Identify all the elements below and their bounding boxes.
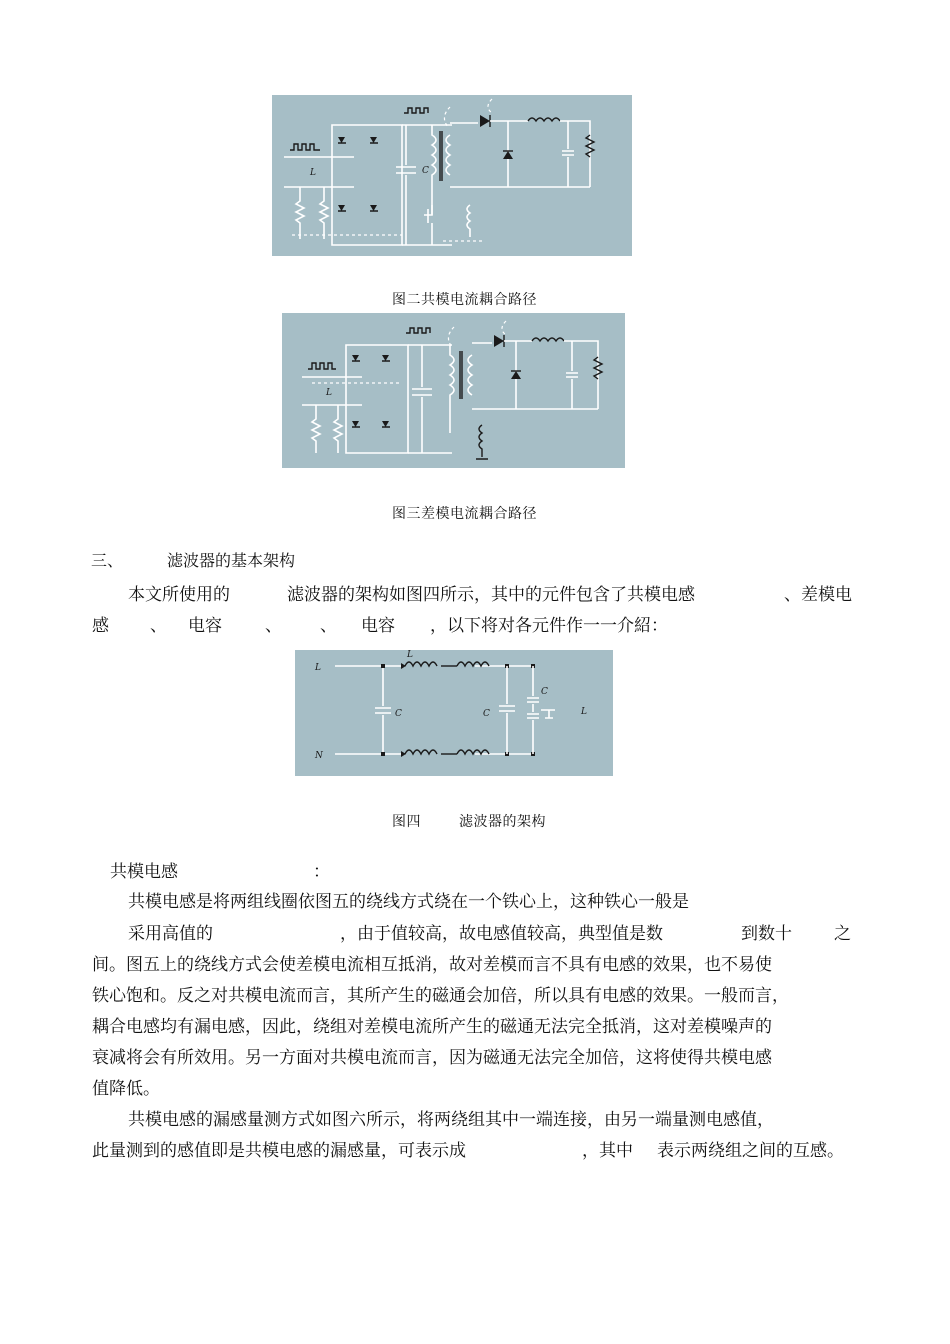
- cm-p2-line2-c: 表示两绕组之间的互感。: [657, 1141, 844, 1161]
- cm-p2-line2-a: 此量测到的感值即是共模电感的漏感量，可表示成: [92, 1141, 466, 1161]
- cm-p2-line1: 共模电感的漏感量测方式如图六所示，将两绕组其中一端连接，由另一端量测电感值，: [128, 1110, 774, 1130]
- label-load: L: [581, 707, 587, 717]
- para1-line2-g: ，以下将对各元件作一一介紹：: [430, 616, 668, 636]
- cm-p1-line3: 间。图五上的绕线方式会使差模电流相互抵消，故对差模而言不具有电感的效果，也不易使: [92, 955, 772, 975]
- label-lc: L: [407, 650, 413, 660]
- label-cx1: C: [395, 709, 402, 719]
- cm-p1-line2-c: 到数十: [741, 924, 792, 944]
- para1-line2-e: 、: [320, 616, 337, 636]
- figure-4-filter-circuit: [295, 650, 613, 776]
- cm-inductor-heading-colon: ：: [313, 862, 330, 882]
- label-cx2: C: [483, 709, 490, 719]
- para1-line2-c: 电容: [188, 616, 222, 636]
- para1-line2-b: 、: [150, 616, 167, 636]
- cm-p1-line1: 共模电感是将两组线圈依图五的绕线方式绕在一个铁心上，这种铁心一般是: [128, 892, 689, 912]
- para1-line2-d: 、: [265, 616, 282, 636]
- para1-line2-a: 感: [92, 616, 109, 636]
- label-cy: C: [541, 687, 548, 697]
- cm-p1-line5: 耦合电感均有漏电感，因此，绕组对差模电流所产生的磁通无法完全抵消，这对差模噪声的: [92, 1017, 772, 1037]
- section-title: 滤波器的基本架构: [167, 551, 296, 570]
- cm-p1-line2-b: ，由于值较高，故电感值较高，典型值是数: [340, 924, 663, 944]
- para1-line2-f: 电容: [361, 616, 395, 636]
- cm-p1-line4: 铁心饱和。反之对共模电流而言，其所产生的磁通会加倍，所以具有电感的效果。一般而言，: [92, 986, 789, 1006]
- label-c: C: [422, 166, 429, 176]
- cm-p1-line2-d: 之: [834, 924, 851, 944]
- figure-4-caption-suffix: 滤波器的架构: [459, 814, 546, 830]
- figure-3-circuit: [282, 313, 625, 468]
- label-lx: L: [310, 168, 316, 178]
- cm-inductor-heading: 共模电感: [110, 862, 178, 882]
- label-line-n: N: [315, 751, 323, 761]
- figure-2-circuit: [272, 95, 632, 256]
- emi-filter-diagram: [295, 650, 613, 776]
- label-line-l: L: [315, 663, 321, 673]
- para1-line1-a: 本文所使用的: [128, 585, 230, 605]
- para1-line1-c: 、差模电: [784, 585, 852, 605]
- figure-3-caption: 图三差模电流耦合路径: [392, 506, 537, 522]
- figure-4-caption-prefix: 图四: [392, 814, 421, 830]
- section-number: 三、: [91, 551, 124, 570]
- label-lx-2: L: [326, 388, 332, 398]
- para1-line1-b: 滤波器的架构如图四所示，其中的元件包含了共模电感: [287, 585, 695, 605]
- cm-p2-line2-b: ，其中: [582, 1141, 633, 1161]
- cm-p1-line2-a: 采用高值的: [128, 924, 213, 944]
- cm-p1-line6: 衰减将会有所效用。另一方面对共模电流而言，因为磁通无法完全加倍，这将使得共模电感: [92, 1048, 772, 1068]
- figure-2-caption: 图二共模电流耦合路径: [392, 292, 537, 308]
- circuit-diagram-differential-mode: [282, 313, 625, 468]
- cm-p1-line7: 值降低。: [92, 1079, 160, 1099]
- circuit-diagram-common-mode: [272, 95, 632, 256]
